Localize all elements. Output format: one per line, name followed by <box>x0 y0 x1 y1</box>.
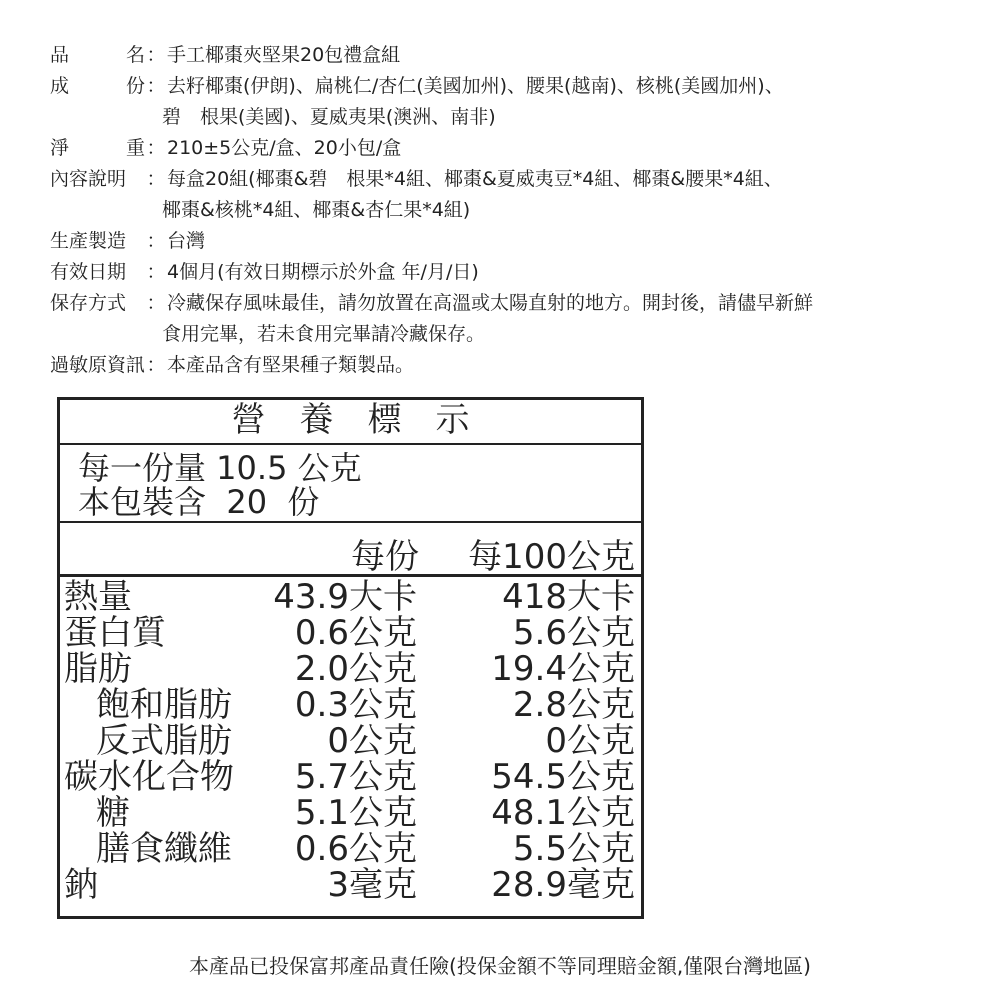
value-per-100g: 5.6公克 <box>512 613 635 653</box>
value-per-serving: 2.0公克 <box>294 649 417 689</box>
nutrition-row <box>60 579 641 615</box>
info-label: 淨 重 <box>50 137 145 159</box>
nutrient-name: 蛋白質 <box>64 613 166 653</box>
info-label: 品 名 <box>50 44 145 66</box>
value-per-100g: 5.5公克 <box>512 829 635 869</box>
nutrition-row <box>60 867 641 903</box>
nutrition-row <box>60 759 641 795</box>
value-per-serving: 43.9大卡 <box>273 577 417 617</box>
ingredients-line1: 去籽椰棗(伊朗)、扁桃仁/杏仁(美國加州)、腰果(越南)、核桃(美國加州)、 <box>167 75 784 97</box>
product-info <box>50 40 960 381</box>
col-per-serving: 每份 <box>351 537 419 577</box>
contents-line1: 每盒20組(椰棗&碧 根果*4組、椰棗&夏威夷豆*4組、椰棗&腰果*4組、 <box>167 168 783 190</box>
info-label: 內容說明 <box>50 168 127 190</box>
value-per-serving: 3毫克 <box>327 865 417 905</box>
nutrition-row <box>60 651 641 687</box>
value-per-serving: 0.3公克 <box>294 685 417 725</box>
product-name: 手工椰棗夾堅果20包禮盒組 <box>167 44 401 66</box>
nutrient-name: 熱量 <box>64 577 132 617</box>
serving-size: 每一份量 10.5 公克 <box>78 449 362 487</box>
ingredients-line2: 碧 根果(美國)、夏威夷果(澳洲、南非) <box>162 106 496 128</box>
net-weight: 210±5公克/盒、20小包/盒 <box>167 137 402 159</box>
info-label: 生產製造 <box>50 230 127 252</box>
nutrient-name: 碳水化合物 <box>64 757 234 797</box>
nutrient-name: 膳食纖維 <box>96 829 232 869</box>
nutrition-row <box>60 831 641 867</box>
origin: 台灣 <box>167 230 206 252</box>
value-per-100g: 418大卡 <box>502 577 635 617</box>
storage-line2: 食用完畢，若未食用完畢請冷藏保存。 <box>162 323 486 345</box>
nutrition-row <box>60 723 641 759</box>
value-per-serving: 0.6公克 <box>294 829 417 869</box>
storage-line1: 冷藏保存風味最佳，請勿放置在高溫或太陽直射的地方。開封後，請儘早新鮮 <box>167 292 814 314</box>
value-per-serving: 5.1公克 <box>294 793 417 833</box>
nutrient-name: 飽和脂肪 <box>96 685 232 725</box>
nutrition-table <box>57 397 644 919</box>
servings-per-pack: 本包裝含 20 份 <box>78 483 320 521</box>
col-per-100g: 每100公克 <box>468 537 635 577</box>
info-label: 過敏原資訊 <box>50 354 146 376</box>
info-label: 成 份 <box>50 75 145 97</box>
nutrient-name: 脂肪 <box>64 649 132 689</box>
info-row-origin: 生產製造 ： 台灣 <box>50 226 960 257</box>
value-per-100g: 2.8公克 <box>512 685 635 725</box>
nutrition-row <box>60 615 641 651</box>
info-row-name: 品 名 ： 手工椰棗夾堅果20包禮盒組 <box>50 40 960 71</box>
nutrition-title: 營 養 標 示 <box>60 400 641 445</box>
nutrition-rows <box>60 577 641 903</box>
value-per-100g: 19.4公克 <box>491 649 635 689</box>
info-row-allergen: 過敏原資訊 ： 本產品含有堅果種子類製品。 <box>50 350 960 381</box>
value-per-100g: 28.9毫克 <box>491 865 635 905</box>
info-row-ingredients: 成 份 ： 去籽椰棗(伊朗)、扁桃仁/杏仁(美國加州)、腰果(越南)、核桃(美國加州)、 <box>50 71 960 102</box>
info-row-contents: 內容說明 ： 每盒20組(椰棗&碧 根果*4組、椰棗&夏威夷豆*4組、椰棗&腰果*4組、 <box>50 164 960 195</box>
value-per-serving: 0公克 <box>327 721 417 761</box>
allergen: 本產品含有堅果種子類製品。 <box>167 354 415 376</box>
value-per-serving: 5.7公克 <box>294 757 417 797</box>
nutrition-row <box>60 795 641 831</box>
nutrient-name: 糖 <box>96 793 130 833</box>
info-label: 有效日期 <box>50 261 127 283</box>
value-per-100g: 0公克 <box>545 721 635 761</box>
info-row-weight: 淨 重 ： 210±5公克/盒、20小包/盒 <box>50 133 960 164</box>
column-headers <box>60 523 641 577</box>
contents-line2: 椰棗&核桃*4組、椰棗&杏仁果*4組) <box>162 199 471 221</box>
value-per-serving: 0.6公克 <box>294 613 417 653</box>
nutrient-name: 鈉 <box>64 865 98 905</box>
serving-info <box>60 445 641 523</box>
nutrient-name: 反式脂肪 <box>96 721 232 761</box>
info-label: 保存方式 <box>50 292 127 314</box>
insurance-footer: 本產品已投保富邦產品責任險(投保金額不等同理賠金額,僅限台灣地區) <box>189 954 811 978</box>
info-row-storage: 保存方式 ： 冷藏保存風味最佳，請勿放置在高溫或太陽直射的地方。開封後，請儘早新鮮 <box>50 288 960 319</box>
info-row-expiry: 有效日期 ： 4個月(有效日期標示於外盒 年/月/日) <box>50 257 960 288</box>
value-per-100g: 54.5公克 <box>491 757 635 797</box>
expiry: 4個月(有效日期標示於外盒 年/月/日) <box>167 261 479 283</box>
value-per-100g: 48.1公克 <box>491 793 635 833</box>
nutrition-row <box>60 687 641 723</box>
